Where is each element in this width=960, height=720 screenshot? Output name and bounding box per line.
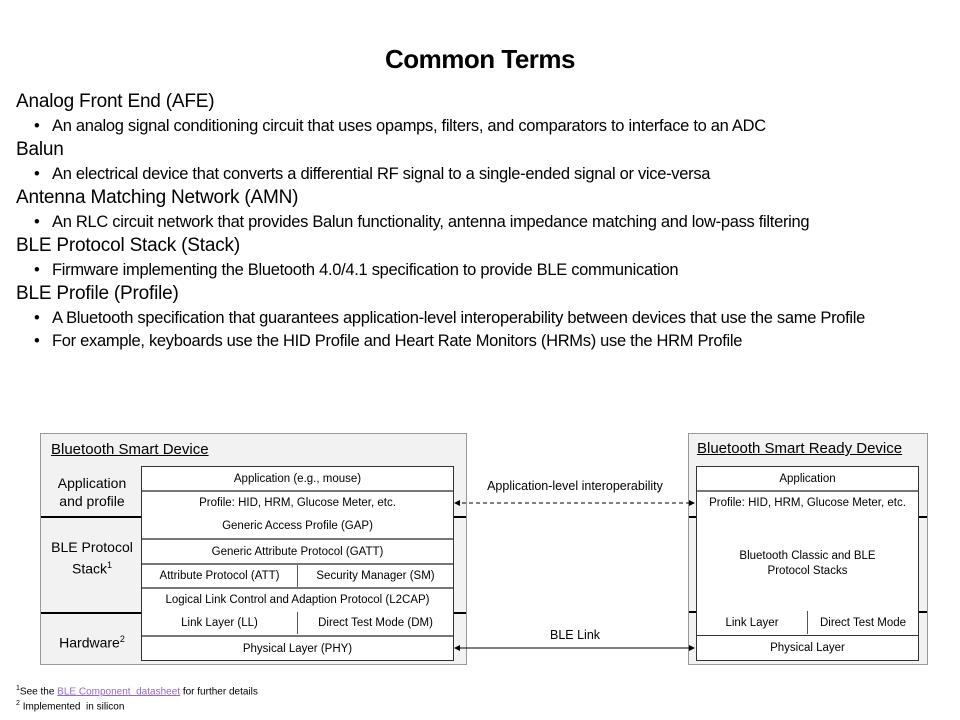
ready-device-title: Bluetooth Smart Ready Device (697, 440, 903, 457)
term-bullet: • Firmware implementing the Bluetooth 4.0/4.1 specification to provide BLE communication (34, 261, 679, 279)
layer-gap: Generic Access Profile (GAP) (222, 520, 373, 532)
layer-application: Application (779, 472, 836, 485)
slide-title: Common Terms (385, 44, 575, 74)
term-bullet: • An RLC circuit network that provides Balun functionality, antenna impedance matching and low-pass filtering (34, 213, 810, 231)
bullet-icon: • (34, 117, 40, 135)
layer-dtm: Direct Test Mode (807, 611, 918, 634)
term-heading-afe: Analog Front End (AFE) (16, 91, 215, 112)
term-bullet: • An electrical device that converts a differential RF signal to a single-ended signal or vice-versa (34, 165, 711, 183)
term-bullet: • A Bluetooth specification that guarantees application-level interoperability between devices that use the same Profile (34, 309, 866, 327)
layer-gatt: Generic Attribute Protocol (GATT) (211, 545, 384, 558)
group-label-app-profile: Application and profile (57, 475, 127, 509)
layer-att: Attribute Protocol (ATT) (159, 570, 280, 582)
bullet-icon: • (34, 165, 40, 183)
term-bullet: • For example, keyboards use the HID Profile and Heart Rate Monitors (HRMs) use the HRM Profile (34, 332, 743, 350)
layer-profile: Profile: HID, HRM, Glucose Meter, etc. (199, 497, 396, 509)
term-heading-balun: Balun (16, 139, 64, 160)
term-heading-profile: BLE Profile (Profile) (16, 283, 179, 304)
layer-protocol-stacks: Bluetooth Classic and BLE Protocol Stacks (739, 550, 876, 577)
smart-device-title: Bluetooth Smart Device (51, 441, 209, 458)
footnotes (16, 683, 258, 714)
bullet-icon: • (34, 213, 40, 231)
bullet-icon: • (34, 261, 40, 279)
group-label-hardware: Hardware$^2$ (59, 634, 125, 651)
ble-link-label: BLE Link (549, 628, 601, 642)
bullet-icon: • (34, 309, 40, 327)
footnote-1: $^1$See the BLE Component datasheet for further details (16, 685, 258, 698)
layer-sm: Security Manager (SM) (297, 565, 453, 587)
bullet-icon: • (34, 332, 40, 350)
ble-datasheet-link[interactable]: BLE Component datasheet (57, 686, 181, 698)
footnote-2: $^2$ Implemented in silicon (16, 700, 125, 713)
layer-profile: Profile: HID, HRM, Glucose Meter, etc. (709, 497, 906, 509)
term-heading-stack: BLE Protocol Stack (Stack) (16, 235, 240, 256)
term-heading-amn: Antenna Matching Network (AMN) (16, 187, 299, 208)
layer-phy: Physical Layer (770, 641, 845, 654)
term-bullet: • An analog signal conditioning circuit that uses opamps, filters, and comparators to interface to an ADC (34, 117, 766, 135)
layer-ll: Link Layer (725, 616, 779, 629)
layer-application: Application (e.g., mouse) (233, 472, 362, 485)
layer-dm: Direct Test Mode (DM) (297, 612, 453, 634)
layer-l2cap: Logical Link Control and Adaption Protocol (L2CAP) (165, 594, 430, 606)
layer-ll: Link Layer (LL) (181, 617, 258, 629)
group-label-stack: BLE Protocol Stack$^1$ (51, 539, 133, 577)
layer-phy: Physical Layer (PHY) (242, 642, 353, 655)
app-interop-label: Application-level interoperability (487, 479, 663, 493)
